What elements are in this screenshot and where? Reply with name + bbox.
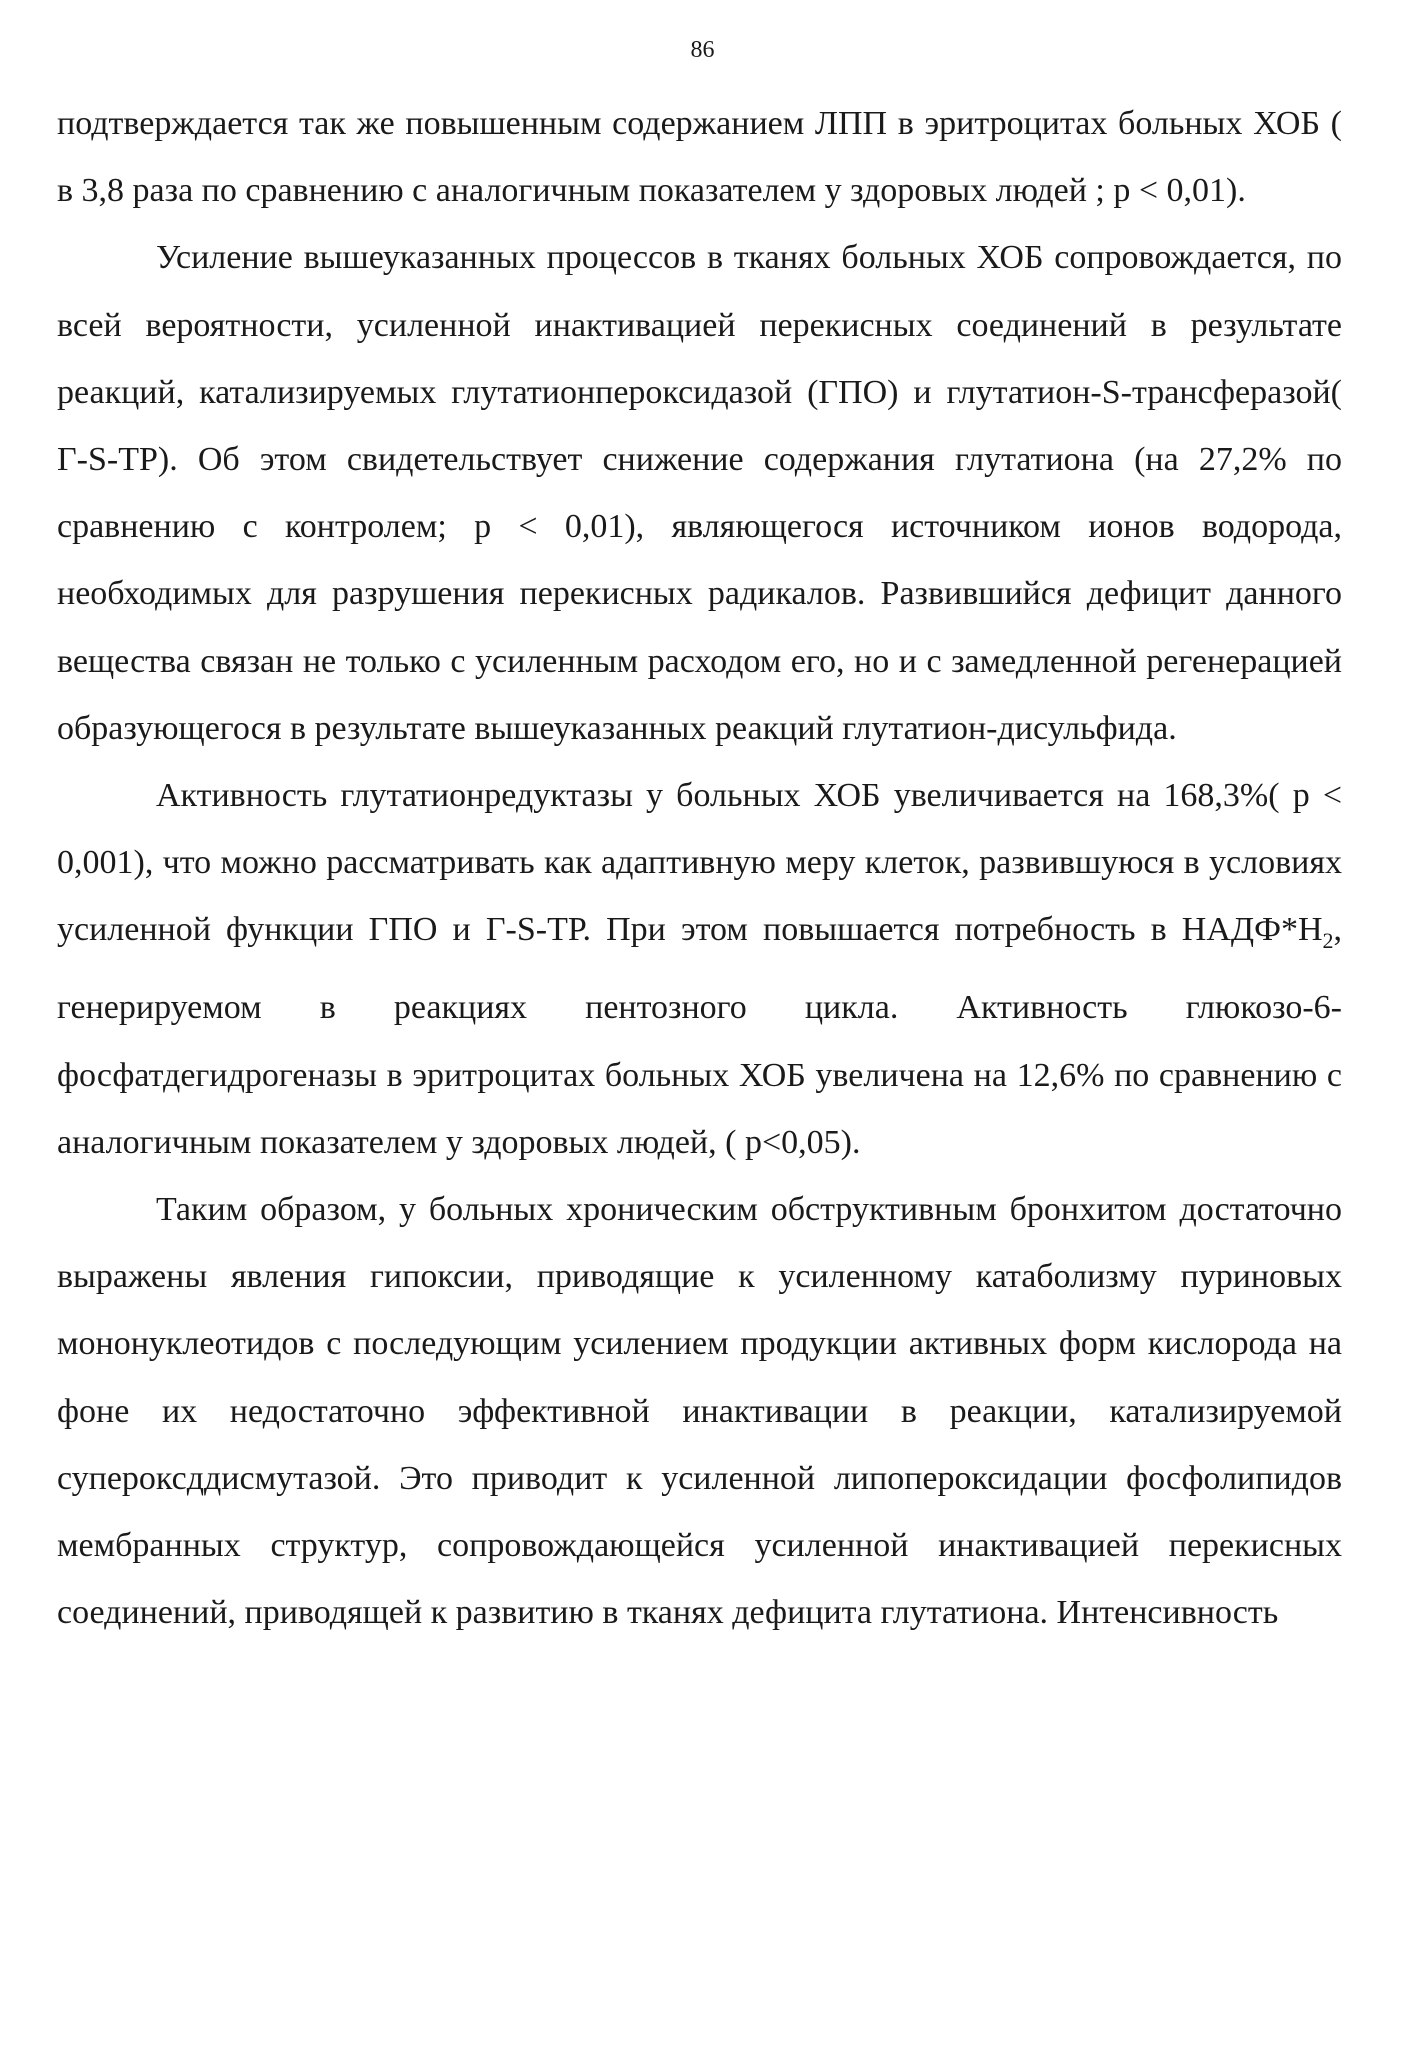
paragraph-3 bbox=[57, 762, 1342, 1176]
body-text bbox=[57, 90, 1342, 1646]
subscript-two: 2 bbox=[1322, 928, 1334, 954]
paragraph-2: Усиление вышеуказанных процессов в тканях больных ХОБ сопровождается, по всей вероятности, усиленной инактивацией перекисных соединений в результате реакций, катализируемых глутатионпероксидазой (ГПО) и глутатион-S-трансферазой( Г-S-ТР). Об этом свидетельствует снижение содержания глутатиона (на 27,2% по сравнению с контролем; p < 0,01), являющегося источником ионов водорода, необходимых для разрушения перекисных радикалов. Развившийся дефицит данного вещества связан не только с усиленным расходом его, но и с замедленной регенерацией образующегося в результате вышеуказанных реакций глутатион-дисульфида. bbox=[57, 239, 1342, 747]
paragraph-3-text-start: Активность глутатионредуктазы у больных ХОБ увеличивается на 168,3%( p < 0,001), что можно рассматривать как адаптивную меру клеток, развившуюся в условиях усиленной функции ГПО и Г-S-ТР. При этом повышается потребность в НАДФ*Н bbox=[57, 777, 1342, 949]
paragraph-3-text-end: , генерируемом в реакциях пентозного цикла. Активность глюкозо-6-фосфатдегидрогеназы в эритроцитах больных ХОБ увеличена на 12,6% по сравнению с аналогичным показателем у здоровых людей, ( p<0,05). bbox=[57, 911, 1342, 1161]
page-number: 86 bbox=[690, 37, 715, 63]
paragraph-4: Таким образом, у больных хроническим обструктивным бронхитом достаточно выражены явления гипоксии, приводящие к усиленному катаболизму пуриновых мононуклеотидов с последующим усилением продукции активных форм кислорода на фоне их недостаточно эффективной инактивации в реакции, катализируемой супероксддисмутазой. Это приводит к усиленной липопероксидации фосфолипидов мембранных структур, сопровождающейся усиленной инактивацией перекисных соединений, приводящей к развитию в тканях дефицита глутатиона. Интенсивность bbox=[57, 1191, 1342, 1632]
paragraph-1: подтверждается так же повышенным содержанием ЛПП в эритроцитах больных ХОБ ( в 3,8 раза по сравнению с аналогичным показателем у здоровых людей ; p < 0,01). bbox=[57, 105, 1342, 210]
